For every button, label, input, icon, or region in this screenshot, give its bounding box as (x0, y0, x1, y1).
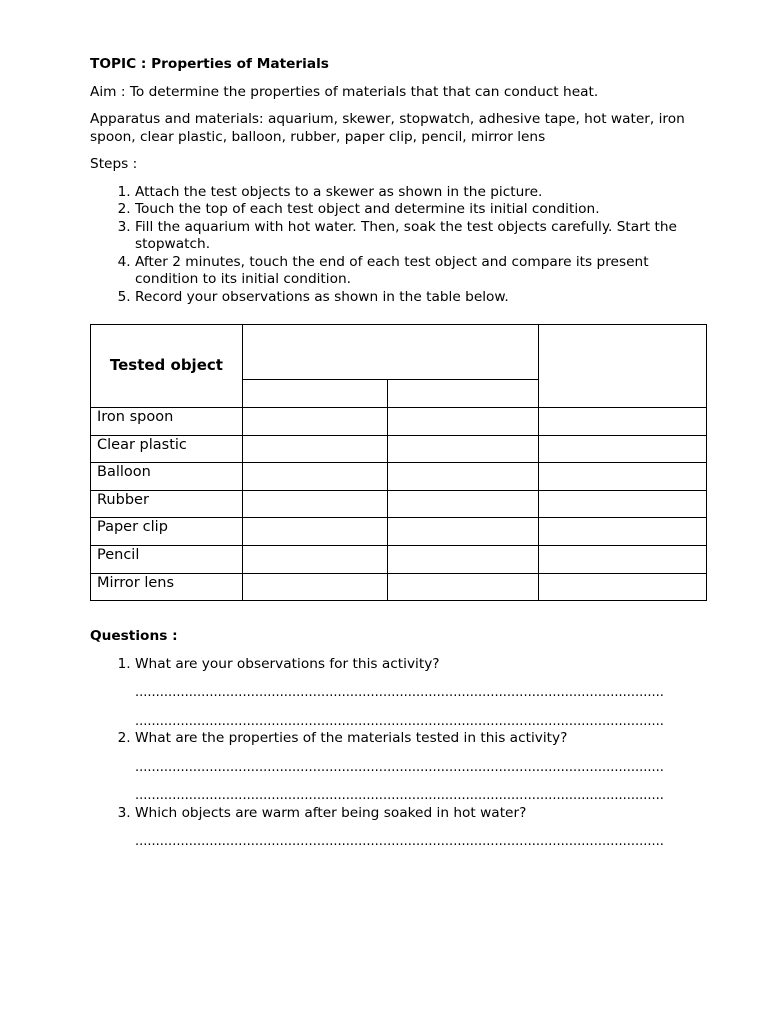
tested-object-name: Iron spoon (91, 408, 243, 436)
table-cell[interactable] (539, 463, 707, 491)
answer-line[interactable]: ................................................................................................................................ (135, 685, 664, 700)
apparatus-text: Apparatus and materials: aquarium, skewer, stopwatch, adhesive tape, hot water, iron spoon, clear plastic, balloon, rubber, paper clip, pencil, mirror lens (90, 111, 685, 145)
table-cell[interactable] (539, 408, 707, 436)
questions-section (90, 628, 710, 851)
table-cell[interactable] (242, 545, 387, 573)
table-cell[interactable] (539, 518, 707, 546)
tested-object-name: Clear plastic (91, 435, 243, 463)
topic-heading: TOPIC : Properties of Materials (90, 56, 329, 72)
table-cell[interactable] (242, 408, 387, 436)
answer-line[interactable]: ................................................................................................................................ (135, 713, 664, 729)
tested-object-name: Mirror lens (91, 573, 243, 601)
questions-list (90, 656, 710, 851)
table-cell[interactable] (388, 435, 539, 463)
table-row (91, 518, 707, 546)
answer-line[interactable]: ................................................................................................................................ (135, 759, 664, 775)
answer-line[interactable]: ................................................................................................................................ (135, 834, 664, 849)
table-cell[interactable] (242, 463, 387, 491)
table-cell[interactable] (242, 435, 387, 463)
table-cell[interactable] (388, 573, 539, 601)
worksheet-page (90, 56, 710, 849)
step-item: 2. Touch the top of each test object and determine its initial condition. (135, 201, 710, 219)
table-row (91, 545, 707, 573)
table-row (91, 490, 707, 518)
header-blank-cell[interactable] (539, 325, 707, 408)
table-cell[interactable] (388, 408, 539, 436)
steps-list (90, 184, 710, 307)
aim-text: Aim : To determine the properties of materials that that can conduct heat. (90, 83, 599, 100)
subheader-cell[interactable] (388, 380, 539, 408)
question-item (135, 656, 710, 731)
table-row (91, 435, 707, 463)
table-cell[interactable] (539, 490, 707, 518)
table-cell[interactable] (242, 518, 387, 546)
question-text: What are the properties of the materials tested in this activity? (135, 730, 568, 746)
questions-title: Questions : (90, 628, 178, 644)
answer-line[interactable]: ................................................................................................................................ (135, 788, 664, 803)
table-cell[interactable] (388, 545, 539, 573)
question-text: Which objects are warm after being soaked in hot water? (135, 804, 527, 821)
subheader-cell[interactable] (242, 380, 387, 408)
table-cell[interactable] (242, 490, 387, 518)
step-item: 1. Attach the test objects to a skewer as shown in the picture. (135, 184, 710, 202)
table-cell[interactable] (242, 573, 387, 601)
step-item: 4. After 2 minutes, touch the end of each test object and compare its present condition to its initial condition. (135, 254, 710, 289)
step-item: 5. Record your observations as shown in the table below. (135, 289, 710, 307)
tested-object-name: Rubber (91, 490, 243, 518)
header-tested-object: Tested object (91, 325, 243, 408)
header-merged-cell[interactable] (242, 325, 538, 380)
table-row (91, 573, 707, 601)
question-item (135, 730, 710, 805)
table-row (91, 408, 707, 436)
step-item: 3. Fill the aquarium with hot water. Then, soak the test objects carefully. Start the stopwatch. (135, 219, 710, 254)
tested-object-name: Paper clip (91, 518, 243, 546)
tested-object-name: Balloon (91, 463, 243, 491)
table-row (91, 463, 707, 491)
table-cell[interactable] (539, 545, 707, 573)
question-text: What are your observations for this activity? (135, 655, 440, 672)
table-cell[interactable] (388, 463, 539, 491)
question-item (135, 805, 710, 851)
observation-table (90, 324, 707, 601)
table-cell[interactable] (388, 490, 539, 518)
table-cell[interactable] (388, 518, 539, 546)
tested-object-name: Pencil (91, 545, 243, 573)
table-cell[interactable] (539, 435, 707, 463)
table-cell[interactable] (539, 573, 707, 601)
steps-label: Steps : (90, 156, 138, 172)
